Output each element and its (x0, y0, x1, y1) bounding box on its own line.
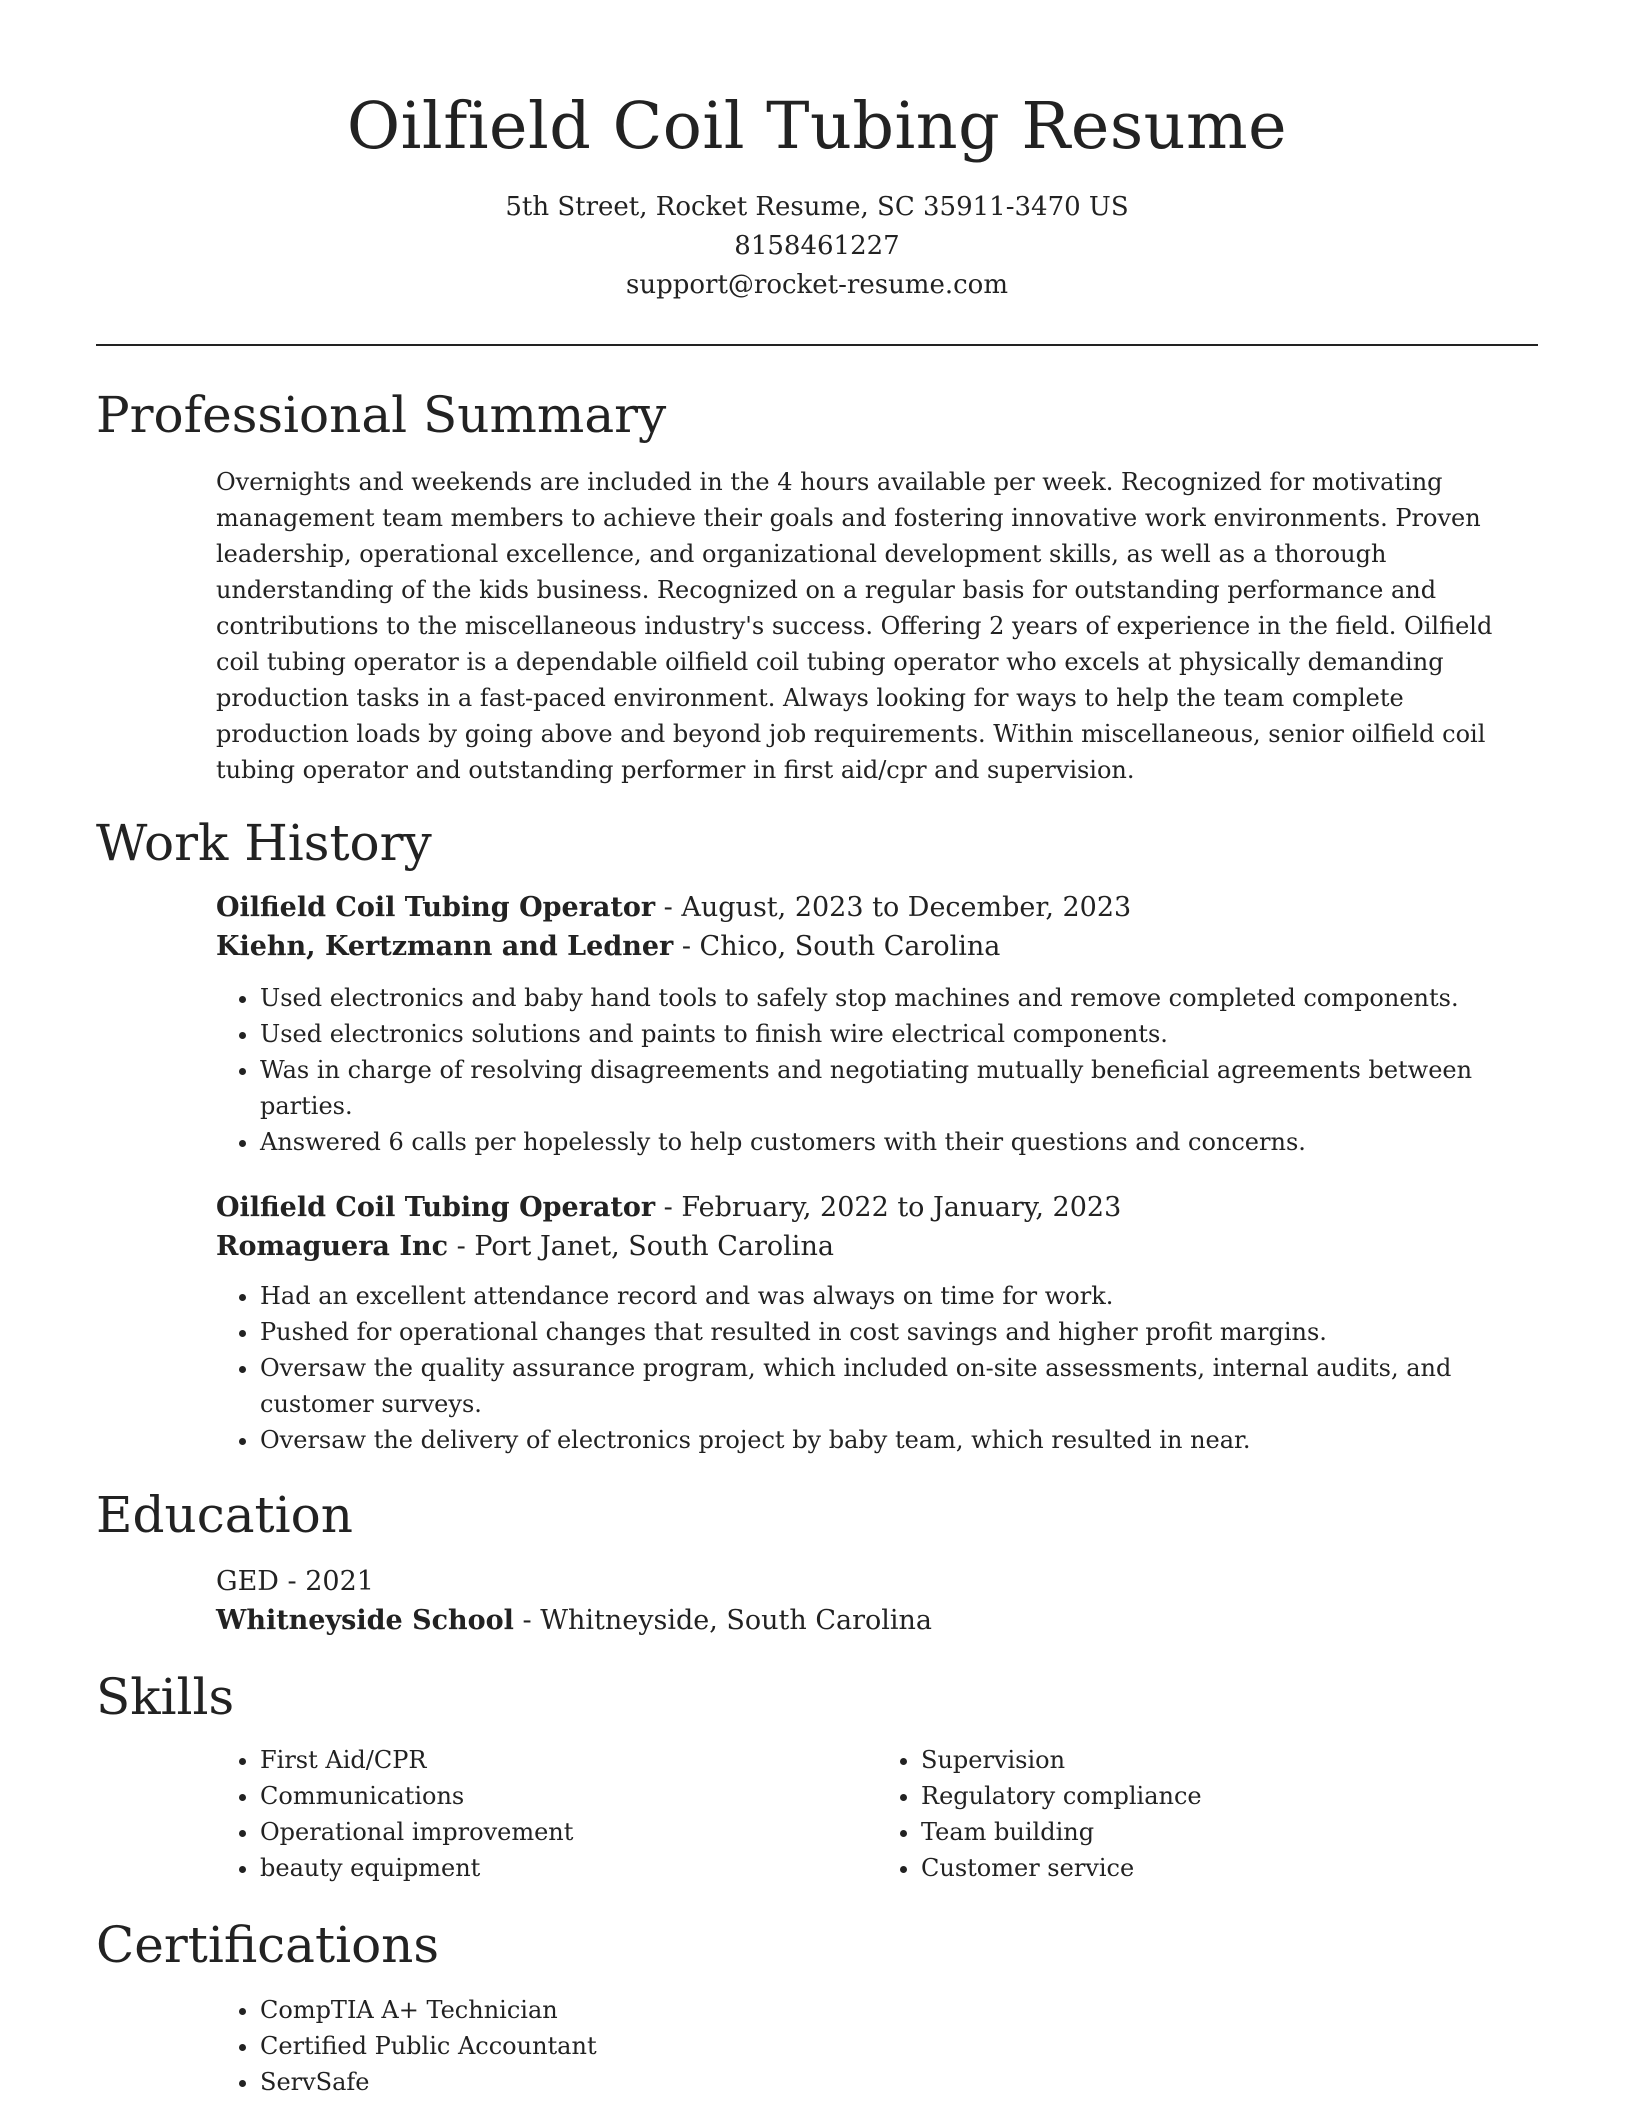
certifications-list (216, 1992, 1538, 2100)
job-title: Oilfield Coil Tubing Operator (216, 1192, 656, 1223)
job-entry (216, 888, 1538, 1160)
summary-section (96, 380, 1538, 788)
list-item: • Answered 6 calls per hopelessly to help customers with their questions and concerns. (260, 1124, 1538, 1160)
contact-info (96, 188, 1538, 305)
list-item: • Team building (921, 1814, 1538, 1850)
education-section (96, 1480, 1538, 1640)
work-heading: Work History (96, 814, 432, 872)
list-item: • Communications (260, 1778, 877, 1814)
list-item: • Operational improvement (260, 1814, 877, 1850)
summary-heading: Professional Summary (96, 386, 667, 444)
skills-section (96, 1662, 1538, 1886)
resume-page (96, 0, 1538, 2100)
list-item: • Used electronics solutions and paints to finish wire electrical components. (260, 1016, 1538, 1052)
skills-list-left (216, 1742, 877, 1886)
address: 5th Street, Rocket Resume, SC 35911-3470 US (505, 192, 1129, 222)
list-item: • Customer service (921, 1850, 1538, 1886)
page-title: Oilfield Coil Tubing Resume (346, 89, 1288, 164)
job-bullets (216, 980, 1538, 1160)
job-location: - Port Janet, South Carolina (448, 1231, 834, 1262)
skills-grid (216, 1742, 1538, 1886)
list-item: • Had an excellent attendance record and was always on time for work. (260, 1278, 1538, 1314)
job-title-line (216, 888, 1538, 927)
list-item: • Certified Public Accountant (260, 2028, 1538, 2064)
job-dates: - August, 2023 to December, 2023 (655, 892, 1132, 923)
list-item: • Oversaw the delivery of electronics project by baby team, which resulted in near. (260, 1422, 1538, 1458)
job-location: - Chico, South Carolina (673, 931, 1001, 962)
list-item: • Used electronics and baby hand tools to safely stop machines and remove completed components. (260, 980, 1538, 1016)
education-school-line (216, 1601, 1538, 1640)
job-dates: - February, 2022 to January, 2023 (655, 1192, 1122, 1223)
job-company: Romaguera Inc (216, 1231, 449, 1262)
education-degree: GED - 2021 (216, 1566, 374, 1597)
job-bullets (216, 1278, 1538, 1458)
job-title: Oilfield Coil Tubing Operator (216, 892, 656, 923)
summary-text: Overnights and weekends are included in the 4 hours available per week. Recognized for motivating management team members to achieve their goals and fostering innovative work environments. Proven leadership, operational excellence, and organizational development skills, as well as a thorough understanding of the kids business. Recognized on a regular basis for outstanding performance and contributions to the miscellaneous industry's success. Offering 2 years of experience in the field. Oilfield coil tubing operator is a dependable oilfield coil tubing operator who excels at physically demanding production tasks in a fast-paced environment. Always looking for ways to help the team complete production loads by going above and beyond job requirements. Within miscellaneous, senior oilfield coil tubing operator and outstanding performer in first aid/cpr and supervision. (216, 468, 1493, 784)
education-heading: Education (96, 1486, 353, 1544)
skills-list-right (877, 1742, 1538, 1886)
list-item: • Regulatory compliance (921, 1778, 1538, 1814)
list-item: • Was in charge of resolving disagreements and negotiating mutually beneficial agreements between parties. (260, 1052, 1538, 1124)
phone: 8158461227 (734, 231, 900, 261)
resume-header (96, 0, 1538, 346)
list-item: • First Aid/CPR (260, 1742, 877, 1778)
job-company: Kiehn, Kertzmann and Ledner (216, 931, 674, 962)
education-location: - Whitneyside, South Carolina (513, 1605, 933, 1636)
list-item: • beauty equipment (260, 1850, 877, 1886)
list-item: • Pushed for operational changes that resulted in cost savings and higher profit margins. (260, 1314, 1538, 1350)
job-title-line (216, 1188, 1538, 1227)
education-school: Whitneyside School (216, 1605, 514, 1636)
list-item: • ServSafe (260, 2064, 1538, 2100)
job-company-line (216, 927, 1538, 966)
job-company-line (216, 1227, 1538, 1266)
list-item: • Supervision (921, 1742, 1538, 1778)
header-divider (96, 344, 1538, 346)
work-section (96, 808, 1538, 1458)
job-entry (216, 1188, 1538, 1458)
certifications-heading: Certifications (96, 1916, 440, 1974)
certifications-section (96, 1910, 1538, 2100)
list-item: • Oversaw the quality assurance program, which included on-site assessments, internal audits, and customer surveys. (260, 1350, 1538, 1422)
skills-heading: Skills (96, 1668, 235, 1726)
email: support@rocket-resume.com (625, 270, 1008, 300)
list-item: • CompTIA A+ Technician (260, 1992, 1538, 2028)
